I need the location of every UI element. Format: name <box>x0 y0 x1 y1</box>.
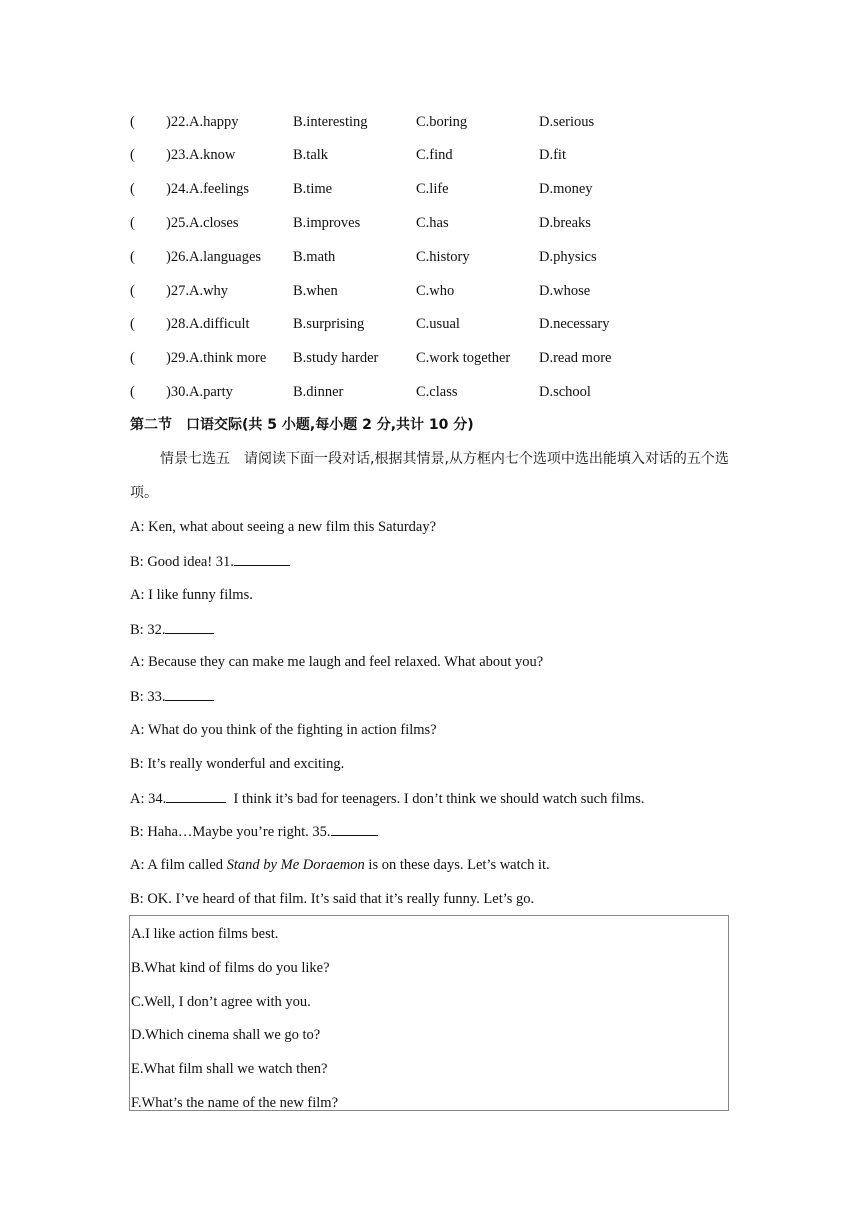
option-b: B.study harder <box>293 350 379 366</box>
dialogue-text: B: Good idea! 31. <box>130 554 234 570</box>
dialogue-line <box>130 686 214 707</box>
answer-blank-33[interactable] <box>165 686 214 701</box>
option-a: A.languages <box>188 249 262 265</box>
dialogue-line: A: What do you think of the fighting in action films? <box>130 722 437 738</box>
answer-bracket: ( <box>130 114 135 130</box>
dialogue-line: B: OK. I’ve heard of that film. It’s said that it’s really funny. Let’s go. <box>130 891 535 907</box>
answer-blank-31[interactable] <box>234 551 290 566</box>
dialogue-line <box>130 855 550 875</box>
option-c: C.boring <box>416 114 468 130</box>
answer-bracket: ( <box>130 181 135 197</box>
option-b: B.interesting <box>293 114 368 130</box>
question-number: )29. <box>166 350 189 366</box>
option-c: C.find <box>416 147 453 163</box>
option-d: D.physics <box>539 249 597 265</box>
option-d: D.fit <box>539 147 566 163</box>
option-c: C.history <box>416 249 470 265</box>
option-item: F.What’s the name of the new film? <box>131 1095 339 1111</box>
dialogue-line: B: It’s really wonderful and exciting. <box>130 756 345 772</box>
answer-blank-35[interactable] <box>331 821 378 836</box>
option-a: A.happy <box>188 114 239 130</box>
answer-bracket: ( <box>130 283 135 299</box>
section-instruction <box>130 442 732 510</box>
dialogue-text: A: 34. <box>130 791 167 807</box>
answer-bracket: ( <box>130 316 135 332</box>
question-number: )26. <box>166 249 189 265</box>
option-d: D.serious <box>539 114 595 130</box>
dialogue-text: is on these days. Let’s watch it. <box>364 857 550 873</box>
option-a: A.feelings <box>188 181 249 197</box>
answer-bracket: ( <box>130 147 135 163</box>
option-c: C.usual <box>416 316 460 332</box>
question-number: )23. <box>166 147 189 163</box>
option-d: D.necessary <box>539 316 610 332</box>
answer-blank-34[interactable] <box>166 788 226 803</box>
option-item: C.Well, I don’t agree with you. <box>131 994 311 1010</box>
option-c: C.has <box>416 215 449 231</box>
dialogue-text: I think it’s bad for teenagers. I don’t think we should watch such films. <box>226 791 645 807</box>
answer-bracket: ( <box>130 350 135 366</box>
dialogue-line: A: I like funny films. <box>130 587 253 603</box>
option-c: C.work together <box>416 350 511 366</box>
option-b: B.time <box>293 181 333 197</box>
option-a: A.closes <box>188 215 239 231</box>
dialogue-line: A: Because they can make me laugh and feel relaxed. What about you? <box>130 654 544 670</box>
option-d: D.read more <box>539 350 612 366</box>
option-a: A.think more <box>188 350 267 366</box>
answer-bracket: ( <box>130 249 135 265</box>
option-item: A.I like action films best. <box>131 926 279 942</box>
answer-bracket: ( <box>130 215 135 231</box>
option-b: B.talk <box>293 147 329 163</box>
instruction-text: 情景七选五 请阅读下面一段对话,根据其情景,从方框内七个选项中选出能填入对话的五个选项。 <box>130 451 729 501</box>
question-number: )28. <box>166 316 189 332</box>
option-a: A.difficult <box>188 316 250 332</box>
option-item: D.Which cinema shall we go to? <box>131 1027 321 1043</box>
dialogue-line <box>130 788 644 809</box>
question-number: )30. <box>166 384 189 400</box>
option-item: B.What kind of films do you like? <box>131 960 330 976</box>
dialogue-text: B: Haha…Maybe you’re right. 35. <box>130 824 331 840</box>
dialogue-line <box>130 551 290 572</box>
option-c: C.life <box>416 181 449 197</box>
question-number: )25. <box>166 215 189 231</box>
dialogue-text: B: 33. <box>130 689 166 705</box>
option-a: A.know <box>188 147 236 163</box>
option-d: D.breaks <box>539 215 591 231</box>
dialogue-line <box>130 619 214 640</box>
option-item: E.What film shall we watch then? <box>131 1061 328 1077</box>
option-c: C.class <box>416 384 458 400</box>
answer-bracket: ( <box>130 384 135 400</box>
option-a: A.party <box>188 384 233 400</box>
option-d: D.whose <box>539 283 591 299</box>
option-d: D.money <box>539 181 593 197</box>
option-b: B.improves <box>293 215 361 231</box>
question-number: )27. <box>166 283 189 299</box>
answer-blank-32[interactable] <box>165 619 214 634</box>
dialogue-line: A: Ken, what about seeing a new film this Saturday? <box>130 519 437 535</box>
section-title: 第二节 口语交际(共 5 小题,每小题 2 分,共计 10 分) <box>130 417 474 433</box>
question-number: )22. <box>166 114 189 130</box>
option-b: B.math <box>293 249 336 265</box>
dialogue-line <box>130 821 378 842</box>
option-c: C.who <box>416 283 455 299</box>
options-box <box>129 915 729 1111</box>
option-b: B.dinner <box>293 384 344 400</box>
option-a: A.why <box>188 283 229 299</box>
film-title: Stand by Me Doraemon <box>226 857 365 873</box>
option-d: D.school <box>539 384 591 400</box>
question-number: )24. <box>166 181 189 197</box>
option-b: B.when <box>293 283 338 299</box>
option-b: B.surprising <box>293 316 365 332</box>
dialogue-text: A: A film called <box>130 857 227 873</box>
dialogue-text: B: 32. <box>130 622 166 638</box>
